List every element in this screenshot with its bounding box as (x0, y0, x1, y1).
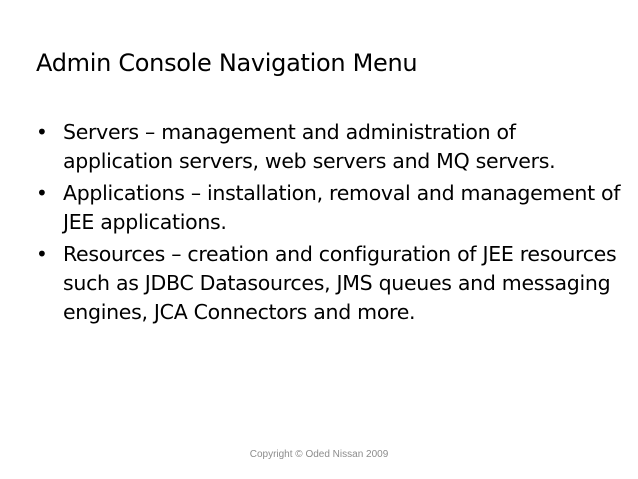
bullet-text: Applications – installation, removal and management of JEE applications. (63, 181, 621, 234)
bullet-dot-icon: • (36, 181, 48, 205)
slide-title: Admin Console Navigation Menu (36, 49, 418, 77)
copyright-footer: Copyright © Oded Nissan 2009 (249, 449, 389, 460)
bullet-item-resources (36, 240, 621, 327)
bullet-dot-icon: • (36, 242, 48, 266)
bullet-item-servers (36, 118, 621, 176)
bullet-item-applications (36, 179, 621, 237)
bullet-text: Resources – creation and configuration of JEE resources such as JDBC Datasources, JMS queues and messaging engines, JCA Connectors and more. (63, 242, 617, 324)
bullet-text: Servers – management and administration of application servers, web servers and MQ servers. (63, 120, 556, 173)
bullet-list (36, 118, 621, 330)
bullet-dot-icon: • (36, 120, 48, 144)
